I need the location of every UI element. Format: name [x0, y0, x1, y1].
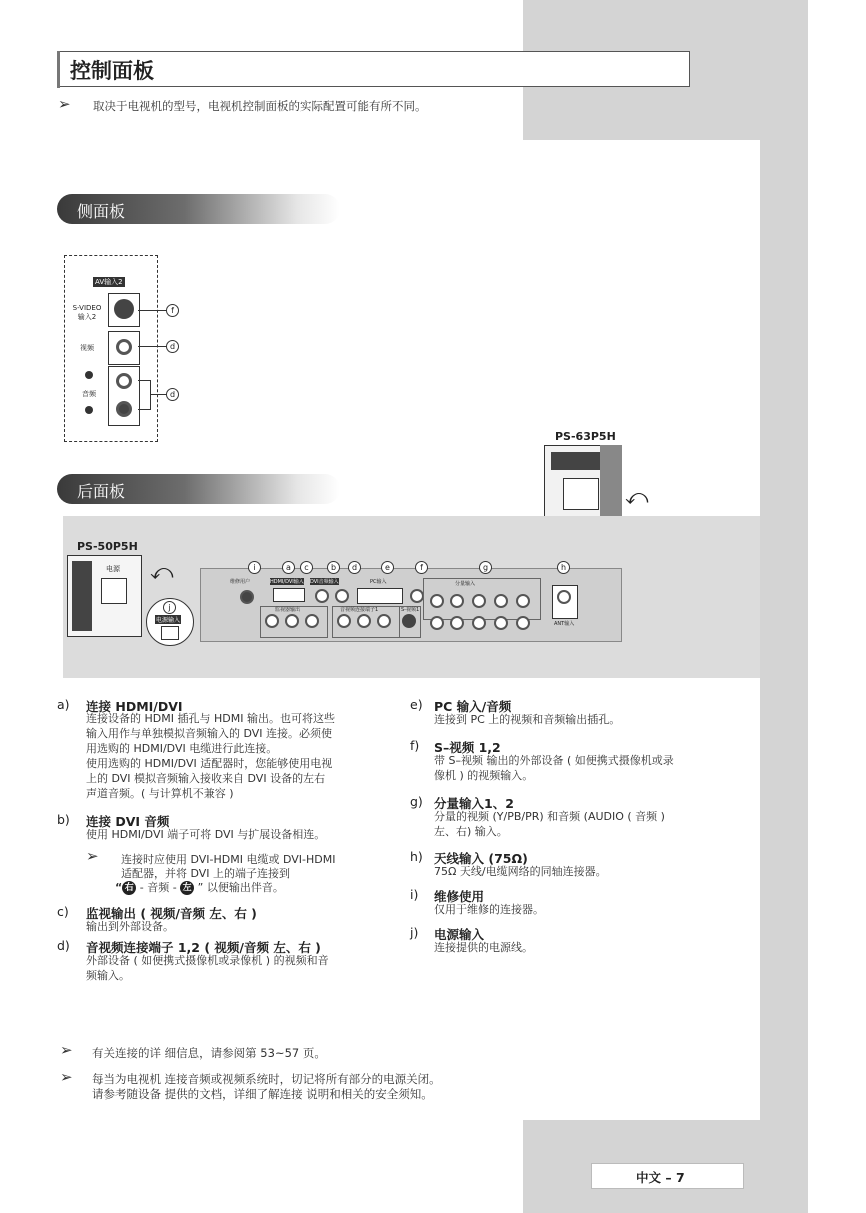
bottom-note-2: 每当为电视机 连接音频或视频系统时，切记将所有部分的电源关闭。 请参考随设备 提供的文档，详细了解连接 说明和相关的安全须知。 — [92, 1072, 441, 1101]
item-b-body: 使用 HDMI/DVI 端子可将 DVI 与扩展设备相连。 — [86, 828, 326, 841]
bottom-note-arrow-icon-1: ➢ — [60, 1041, 73, 1059]
item-i-body: 仅用于维修的连接器。 — [434, 903, 544, 916]
note-arrow-icon: ➢ — [58, 95, 71, 113]
b-note-line2: 适配器，并将 DVI 上的端子连接到 — [121, 867, 291, 880]
item-g-body: 分量的视频 (Y/PB/PR) 和音频 (AUDIO ( 音频 ) 左、右) 输入。 — [434, 810, 665, 838]
video-port — [108, 331, 140, 365]
svideo-label: S-VIDEO 输入2 — [72, 304, 102, 321]
item-f-head: S–视频 1,2 — [434, 740, 501, 755]
rear-panel-title: 后面板 — [77, 482, 126, 501]
callout-c: c — [300, 561, 313, 574]
page-title: 控制面板 — [70, 59, 154, 83]
page-number: 中文 – 7 — [636, 1170, 685, 1185]
pc-audio-port — [410, 589, 424, 603]
callout-a: a — [282, 561, 295, 574]
right-channel-icon: 右 — [122, 881, 136, 895]
callout-d-audio: d — [166, 388, 179, 401]
item-e-body: 连接到 PC 上的视频和音频输出插孔。 — [434, 713, 621, 726]
side-panel-diagram — [64, 255, 158, 442]
item-a-head: 连接 HDMI/DVI — [86, 699, 183, 714]
svideo-port — [108, 293, 140, 327]
title-accent — [57, 51, 60, 88]
item-j-body: 连接提供的电源线。 — [434, 941, 533, 954]
b-note-line3: “ 右 - 音频 - 左 ” 以便输出伴音。 — [115, 881, 284, 894]
item-h-head: 天线输入 (75Ω) — [434, 851, 528, 866]
margin-band — [760, 140, 808, 1120]
callout-b: b — [327, 561, 340, 574]
curved-arrow-icon-2: ⤺ — [150, 560, 174, 585]
video-label: 视频 — [80, 344, 94, 352]
dvi-audio-l — [335, 589, 349, 603]
b-note-line1: 连接时应使用 DVI-HDMI 电缆或 DVI-HDMI — [121, 853, 336, 866]
callout-i: i — [248, 561, 261, 574]
item-i-head: 维修使用 — [434, 889, 485, 904]
model-50-label: PS-50P5H — [77, 540, 138, 553]
item-g-head: 分量输入1、2 — [434, 796, 514, 811]
item-h-body: 75Ω 天线/电缆网络的同轴连接器。 — [434, 865, 607, 878]
callout-d-video: d — [166, 340, 179, 353]
power-inset-50: 电源 — [67, 555, 142, 637]
item-j-head: 电源输入 — [434, 927, 485, 942]
pc-port — [357, 588, 403, 604]
ant-port — [552, 585, 578, 619]
service-port — [240, 590, 254, 604]
bottom-note-arrow-icon-2: ➢ — [60, 1068, 73, 1086]
power-in-detail-50: j 电源输入 — [146, 598, 194, 646]
left-channel-icon: 左 — [180, 881, 194, 895]
right-dot-icon — [85, 371, 93, 379]
side-panel-title: 侧面板 — [77, 202, 126, 221]
callout-f: f — [166, 304, 179, 317]
b-note-arrow-icon: ➢ — [86, 847, 99, 865]
item-f-body: 带 S–视频 输出的外部设备 ( 如便携式摄像机或录 像机 ) 的视频输入。 — [434, 754, 674, 782]
page-edge — [808, 0, 866, 1213]
audio-ports — [108, 366, 140, 426]
callout-g: g — [479, 561, 492, 574]
hdmi-port — [273, 588, 305, 602]
callout-e: e — [381, 561, 394, 574]
left-dot-icon — [85, 406, 93, 414]
callout-f-rear: f — [415, 561, 428, 574]
top-note: 取决于电视机的型号，电视机控制面板的实际配置可能有所不同。 — [93, 99, 427, 113]
item-d-head: 音视频连接端子 1,2 ( 视频/音频 左、右 ) — [86, 940, 321, 955]
item-d-body: 外部设备 ( 如便携式摄像机或录像机 ) 的视频和音 频输入。 — [86, 954, 329, 982]
item-c-head: 监视输出 ( 视频/音频 左、右 ) — [86, 906, 257, 921]
model-63-label: PS-63P5H — [555, 430, 616, 443]
audio-label: 音频 — [82, 390, 96, 398]
av-label: AV输入2 — [95, 278, 123, 286]
curved-arrow-icon: ⤺ — [625, 485, 649, 510]
dvi-audio-r — [315, 589, 329, 603]
item-c-body: 输出到外部设备。 — [86, 920, 174, 933]
bottom-note-1: 有关连接的详 细信息，请参阅第 53~57 页。 — [92, 1046, 326, 1060]
item-a-body: 连接设备的 HDMI 插孔与 HDMI 输出。也可将这些 输入用作与单独模拟音频输入的 DVI 连接。必须使 用选购的 HDMI/DVI 电缆进行此连接。 使用选购的 HDMI/DVI 适配器时，您能够使用电视 上的 DVI 模拟音频输入接收来自 DVI 设备的左右 声道音频。( 与计算机不兼容 ) — [86, 712, 335, 800]
item-b-head: 连接 DVI 音频 — [86, 814, 170, 829]
item-e-head: PC 输入/音频 — [434, 699, 512, 714]
callout-h: h — [557, 561, 570, 574]
callout-d: d — [348, 561, 361, 574]
